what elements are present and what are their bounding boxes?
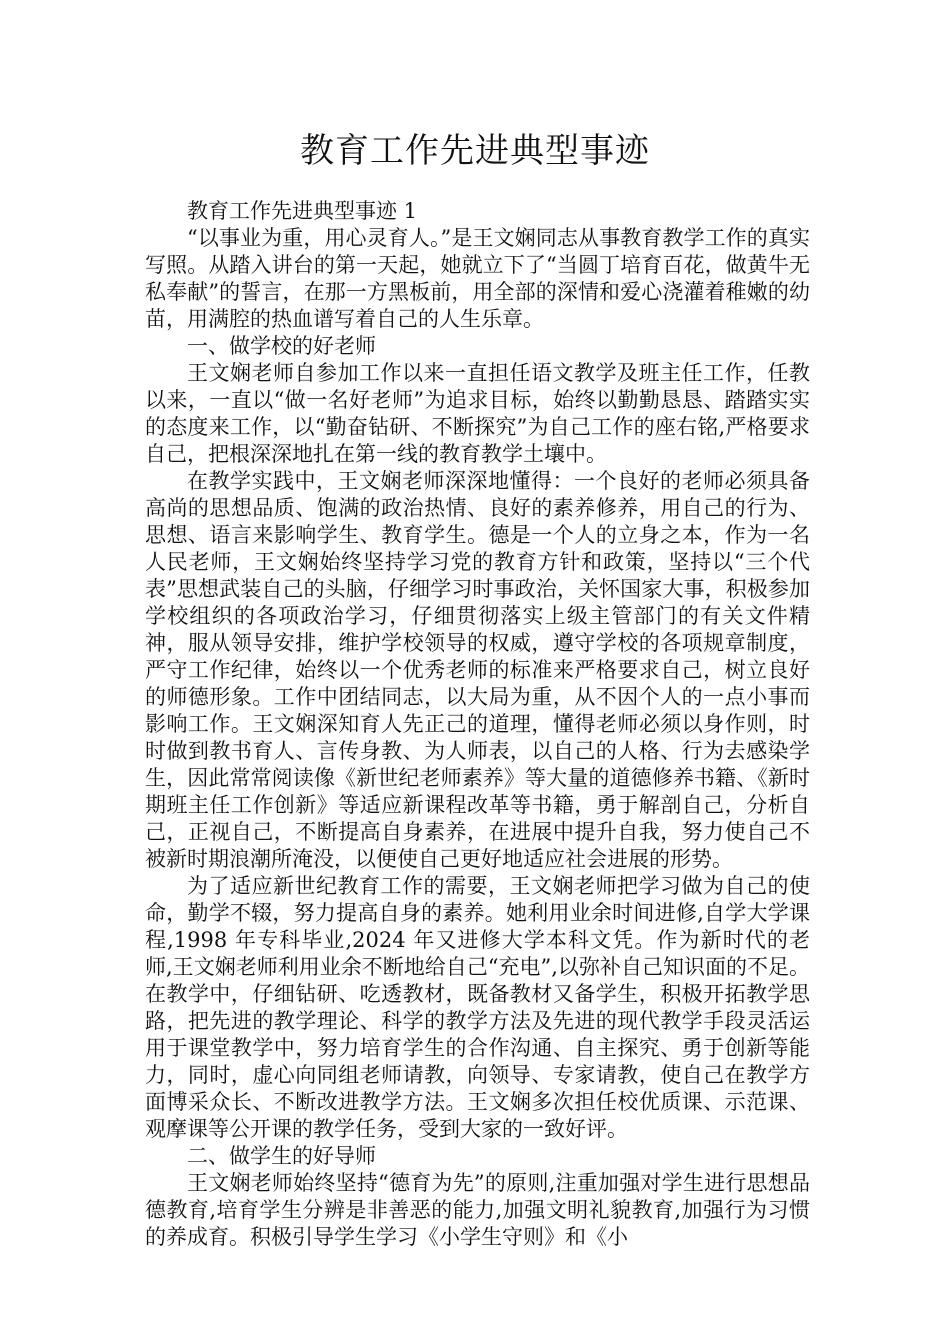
document-body (145, 198, 810, 1251)
paragraph: 王文娴老师自参加工作以来一直担任语文教学及班主任工作，任教以来，一直以“做一名好老师”为追求目标，始终以勤勤恳恳、踏踏实实的态度来工作，以“勤奋钻研、不断探究”为自己工作的座右铭,严格要求自己，把根深深地扎在第一线的教育教学土壤中。 (145, 361, 810, 466)
paragraph: 王文娴老师始终坚持“德育为先”的原则,注重加强对学生进行思想品德教育,培育学生分辨是非善恶的能力,加强文明礼貌教育,加强行为习惯的养成育。积极引导学生学习《小学生守则》和《小 (145, 1171, 810, 1249)
paragraph: “以事业为重，用心灵育人。”是王文娴同志从事教育教学工作的真实写照。从踏入讲台的第一天起，她就立下了“当圆丁培育百花，做黄牛无私奉献”的誓言，在那一方黑板前，用全部的深情和爱心浇灌着稚嫩的幼苗，用满腔的热血谱写着自己的人生乐章。 (145, 226, 810, 331)
section-heading: 一、做学校的好老师 (187, 334, 376, 358)
section-heading: 教育工作先进典型事迹 1 (187, 199, 418, 223)
document-title: 教育工作先进典型事迹 (300, 131, 650, 171)
paragraph: 为了适应新世纪教育工作的需要，王文娴老师把学习做为自己的使命，勤学不辍，努力提高自身的素养。她利用业余时间进修,自学大学课程,1998 年专科毕业,2024 年又进修大学本科文凭。作为新时代的老师,王文娴老师利用业余不断地给自己“充电”,以弥补自己知识面的不足。在教学中，仔细钻研、吃透教材，既备教材又备学生，积极开拓教学思路，把先进的教学理论、科学的教学方法及先进的现代教学手段灵活运用于课堂教学中，努力培育学生的合作沟通、自主探究、勇于创新等能力，同时，虚心向同组老师请教，向领导、专家请教，使自己在教学方面博采众长、不断改进教学方法。王文娴多次担任校优质课、示范课、观摩课等公开课的教学任务，受到大家的一致好评。 (145, 874, 810, 1141)
section-heading: 二、做学生的好导师 (187, 1144, 376, 1168)
paragraph: 在教学实践中，王文娴老师深深地懂得：一个良好的老师必须具备高尚的思想品质、饱满的政治热情、良好的素养修养，用自己的行为、思想、语言来影响学生、教育学生。德是一个人的立身之本，作为一名人民老师，王文娴始终坚持学习党的教育方针和政策，坚持以“三个代表”思想武装自己的头脑，仔细学习时事政治，关怀国家大事，积极参加学校组织的各项政治学习，仔细贯彻落实上级主管部门的有关文件精神，服从领导安排，维护学校领导的权威，遵守学校的各项规章制度，严守工作纪律，始终以一个优秀老师的标准来严格要求自己，树立良好的师德形象。工作中团结同志，以大局为重，从不因个人的一点小事而影响工作。王文娴深知育人先正己的道理，懂得老师必须以身作则，时时做到教书育人、言传身教、为人师表，以自己的人格、行为去感染学生，因此常常阅读像《新世纪老师素养》等大量的道德修养书籍、《新时期班主任工作创新》等适应新课程改革等书籍，勇于解剖自己，分析自己，正视自己，不断提高自身素养，在进展中提升自我，努力使自己不被新时期浪潮所淹没，以便使自己更好地适应社会进展的形势。 (145, 469, 810, 871)
